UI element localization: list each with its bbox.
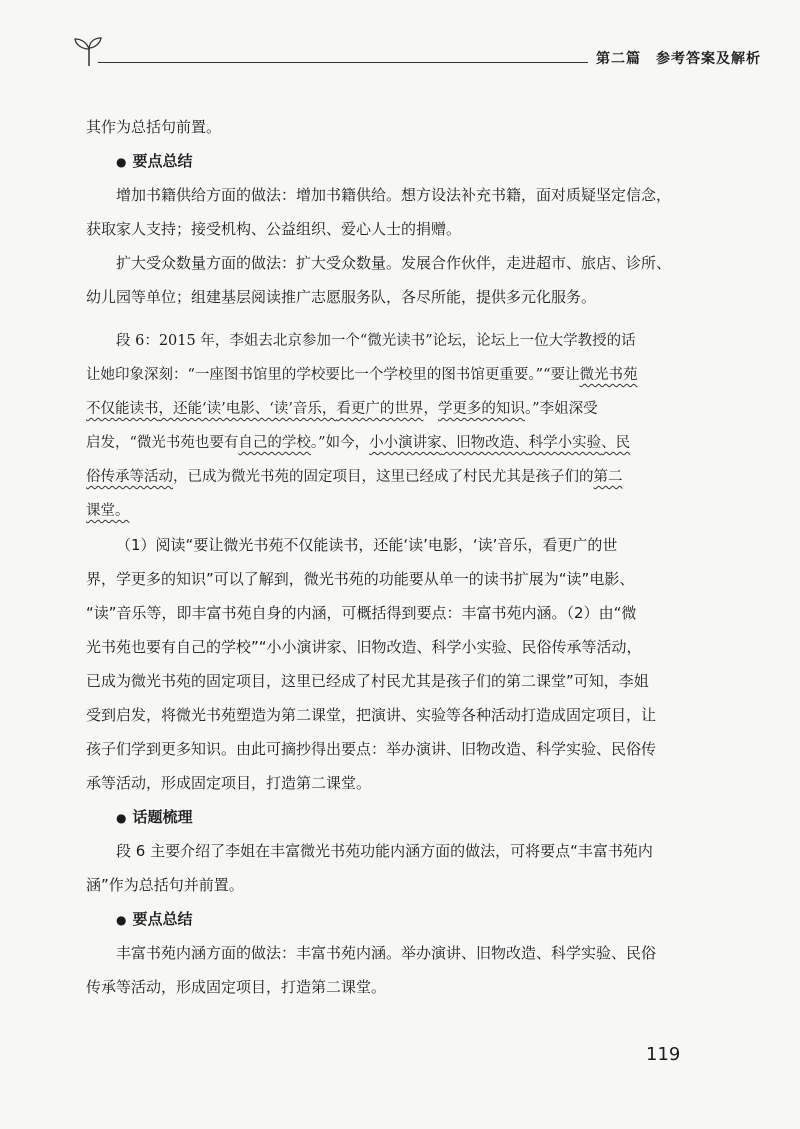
page-number: 119 [646,1044,681,1065]
analysis-line: 光书苑也要有自己的学校”“小小演讲家、旧物改造、科学小实验、民俗传承等活动， [86,638,642,656]
header-title: 第二篇 参考答案及解析 [596,51,761,67]
analysis-line: 界，学更多的知识”可以了解到，微光书苑的功能要从单一的读书扩展为“读”电影、 [86,570,635,588]
analysis-line: （1）阅读“要让微光书苑不仅能读书，还能‘读’电影，‘读’音乐，看更广的世 [116,536,618,554]
header-rule [98,62,588,63]
text-line: 幼儿园等单位；组建基层阅读推广志愿服务队，各尽所能，提供多元化服务。 [86,288,597,306]
passage-line: 俗传承等活动，已成为微光书苑的固定项目，这里已经成了村民尤其是孩子们的第二 [86,469,623,485]
analysis-line: 受到启发，将微光书苑塑造为第二课堂，把演讲、实验等各种活动打造成固定项目，让 [86,706,657,724]
passage-line: 启发，“微光书苑也要有自己的学校。”如今，小小演讲家、旧物改造、科学小实验、民 [86,435,631,451]
analysis-line: 孩子们学到更多知识。由此可摘抄得出要点：举办演讲、旧物改造、科学实验、民俗传 [86,740,657,758]
analysis-line: 承等活动，形成固定项目，打造第二课堂。 [86,774,372,792]
page-header [72,34,761,74]
text-line: 增加书籍供给方面的做法：增加书籍供给。想方设法补充书籍，面对质疑坚定信念， [116,186,672,204]
page-body [86,110,686,1004]
passage-line: 让她印象深刻：“一座图书馆里的学校要比一个学校里的图书馆更重要。”“要让微光书苑 [86,367,638,383]
passage-line: 课堂。 [86,503,130,519]
text-line: 段 6 主要介绍了李姐在丰富微光书苑功能内涵方面的做法，可将要点“丰富书苑内 [116,842,653,860]
section-heading-key-points: ● 要点总结 [86,902,686,936]
text-line: 涵”作为总括句并前置。 [86,876,244,894]
text-line: 传承等活动，形成固定项目，打造第二课堂。 [86,978,387,996]
passage-excerpt [86,324,686,528]
analysis-line: “读”音乐等，即丰富书苑自身的内涵，可概括得到要点：丰富书苑内涵。（2）由“微 [86,604,637,622]
text-line: 丰富书苑内涵方面的做法：丰富书苑内涵。举办演讲、旧物改造、科学实验、民俗 [116,944,657,962]
analysis-line: 已成为微光书苑的固定项目，这里已经成了村民尤其是孩子们的第二课堂”可知，李姐 [86,672,649,690]
text-line: 扩大受众数量方面的做法：扩大受众数量。发展合作伙伴，走进超市、旅店、诊所、 [116,254,672,272]
passage-line: 段 6：2015 年，李姐去北京参加一个“微光读书”论坛，论坛上一位大学教授的话 [116,333,636,349]
text-line: 其作为总括句前置。 [86,118,222,136]
passage-line: 不仅能读书，还能‘读’电影、‘读’音乐，看更广的世界，学更多的知识。”李姐深受 [86,401,598,417]
section-heading-topic: ● 话题梳理 [86,800,686,834]
section-heading-key-points: ● 要点总结 [86,144,686,178]
text-line: 获取家人支持；接受机构、公益组织、爱心人士的捐赠。 [86,220,462,238]
